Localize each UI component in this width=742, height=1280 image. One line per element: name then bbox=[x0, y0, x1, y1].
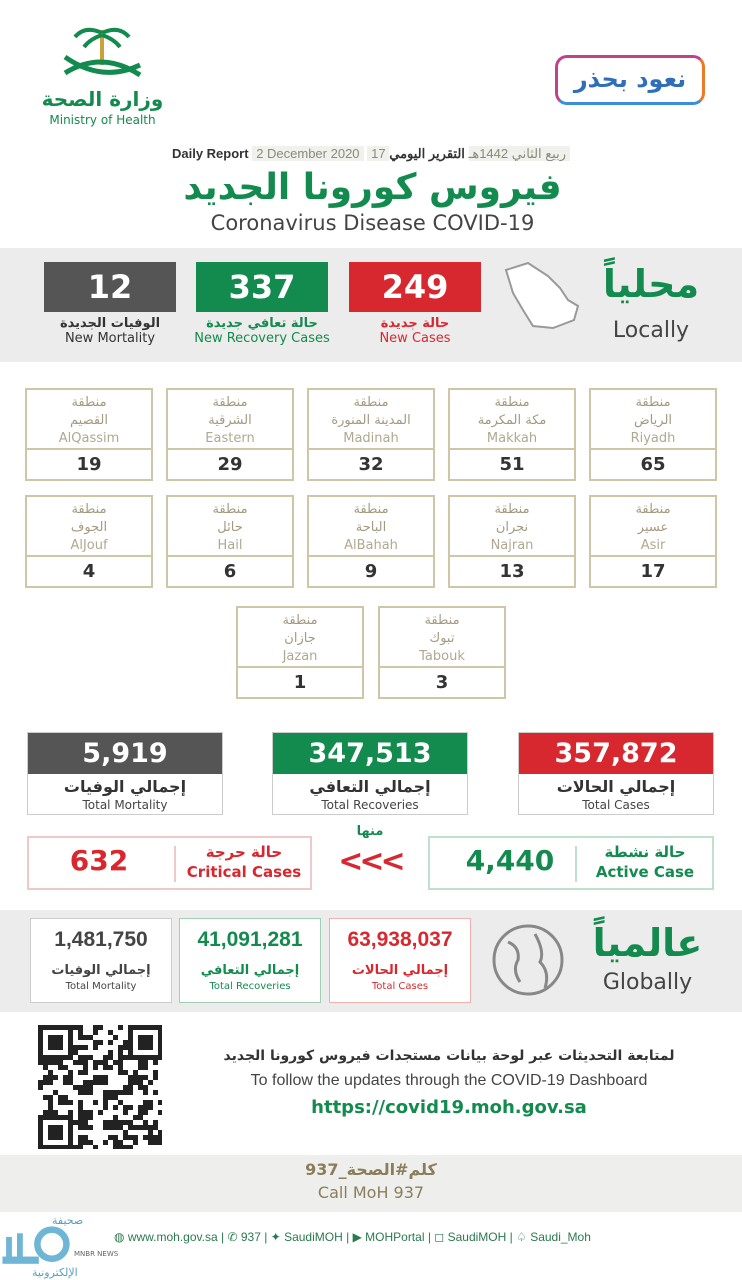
globe-small-icon: ◍ bbox=[114, 1230, 125, 1244]
total-cases-value: 357,872 bbox=[519, 733, 713, 774]
critical-value: 632 bbox=[69, 844, 129, 877]
total-mortality-value: 5,919 bbox=[28, 733, 222, 774]
global-mortality-ar: إجمالي الوفيات bbox=[51, 963, 151, 978]
new-cases-value: 249 bbox=[349, 262, 481, 312]
footer-links: ◍ www.moh.gov.sa | ✆ 937 | ✦ SaudiMOH | ▶ MOHPortal | ◻ SaudiMOH | ♤ Saudi_Moh bbox=[114, 1230, 591, 1244]
globe-icon bbox=[490, 922, 566, 998]
ministry-en: Ministry of Health bbox=[49, 113, 156, 127]
global-recoveries-value: 41,091,281 bbox=[197, 928, 303, 951]
total-recoveries-card bbox=[272, 732, 468, 815]
twitter-icon: ✦ bbox=[270, 1230, 281, 1244]
region-card bbox=[25, 495, 153, 588]
region-label: منطقة الشرقية Eastern bbox=[168, 390, 292, 450]
region-card bbox=[307, 495, 435, 588]
local-label-en: Locally bbox=[612, 318, 690, 343]
critical-card bbox=[27, 836, 312, 890]
watermark-en: MNBR NEWS bbox=[74, 1250, 119, 1258]
global-cases-card bbox=[329, 918, 471, 1003]
campaign-badge: نعود بحذر bbox=[555, 55, 705, 105]
phone-link[interactable]: 937 bbox=[240, 1230, 261, 1244]
youtube-link[interactable]: MOHPortal bbox=[365, 1230, 425, 1244]
region-label: منطقة المدينة المنورة Madinah bbox=[309, 390, 433, 450]
critical-label: حالة حرجة Critical Cases bbox=[186, 843, 302, 881]
region-label: منطقة مكة المكرمة Makkah bbox=[450, 390, 574, 450]
region-value: 19 bbox=[76, 454, 102, 475]
dashboard-link[interactable]: https://covid19.moh.gov.sa bbox=[311, 1097, 587, 1118]
region-value: 13 bbox=[499, 561, 525, 582]
region-card bbox=[166, 388, 294, 481]
global-cases-ar: إجمالي الحالات bbox=[351, 963, 449, 978]
region-value: 1 bbox=[293, 672, 307, 693]
global-label-en: Globally bbox=[602, 970, 693, 995]
youtube-icon: ▶ bbox=[352, 1230, 362, 1244]
region-value: 51 bbox=[499, 454, 525, 475]
global-mortality-en: Total Mortality bbox=[65, 981, 137, 992]
saudi-map-icon bbox=[498, 258, 582, 333]
global-recoveries-card bbox=[179, 918, 321, 1003]
arrows-icon: <<< bbox=[338, 844, 402, 879]
region-value: 9 bbox=[364, 561, 378, 582]
dashboard-ar: لمتابعة التحديثات عبر لوحة بيانات مستجدات فيروس كورونا الجديد bbox=[223, 1048, 675, 1064]
watermark-logo bbox=[2, 1214, 119, 1280]
instagram-icon: ◻ bbox=[434, 1230, 445, 1244]
report-line bbox=[60, 146, 682, 162]
global-recoveries-ar: إجمالي التعافي bbox=[200, 963, 300, 978]
report-ar: التقرير اليومي bbox=[389, 146, 465, 161]
total-cases-card bbox=[518, 732, 714, 815]
qr-code-icon[interactable] bbox=[38, 1025, 162, 1149]
call-ar: كلم#الصحة_937 bbox=[305, 1160, 437, 1179]
region-label: منطقة تبوك Tabouk bbox=[380, 608, 504, 668]
watermark-graphic bbox=[2, 1226, 72, 1266]
report-date-hijri: 17 ربيع الثاني 1442هـ bbox=[367, 146, 570, 161]
watermark-ar-bottom: الإلكترونية bbox=[32, 1266, 78, 1279]
dashboard-en: To follow the updates through the COVID-19 Dashboard bbox=[250, 1072, 648, 1089]
total-mortality-ar: إجمالي الوفيات bbox=[63, 777, 187, 796]
snapchat-link[interactable]: Saudi_Moh bbox=[530, 1230, 591, 1244]
total-recoveries-ar: إجمالي التعافي bbox=[309, 777, 431, 796]
region-card bbox=[166, 495, 294, 588]
region-value: 32 bbox=[358, 454, 384, 475]
new-recovery-value: 337 bbox=[196, 262, 328, 312]
local-label-ar: محلياً bbox=[602, 262, 700, 306]
region-value: 6 bbox=[223, 561, 237, 582]
region-card bbox=[448, 495, 576, 588]
active-value: 4,440 bbox=[465, 844, 555, 877]
of-which-label: منها bbox=[356, 824, 384, 839]
region-label: منطقة نجران Najran bbox=[450, 497, 574, 557]
new-cases-label: حالة جديدة New Cases bbox=[379, 316, 451, 346]
region-card bbox=[307, 388, 435, 481]
total-cases-ar: إجمالي الحالات bbox=[556, 777, 676, 796]
region-label: منطقة الرياض Riyadh bbox=[591, 390, 715, 450]
new-recovery-label: حالة تعافي جديدة New Recovery Cases bbox=[194, 316, 330, 346]
region-value: 17 bbox=[640, 561, 666, 582]
title-ar: فيروس كورونا الجديد bbox=[183, 167, 562, 208]
snapchat-icon: ♤ bbox=[516, 1230, 527, 1244]
region-label: منطقة الجوف AlJouf bbox=[27, 497, 151, 557]
palm-swords-icon bbox=[40, 25, 165, 87]
region-label: منطقة الباحة AlBahah bbox=[309, 497, 433, 557]
region-card bbox=[236, 606, 364, 699]
total-recoveries-en: Total Recoveries bbox=[321, 798, 419, 812]
region-label: منطقة حائل Hail bbox=[168, 497, 292, 557]
report-date: 2 December 2020 bbox=[252, 146, 363, 161]
region-value: 29 bbox=[217, 454, 243, 475]
ministry-ar: وزارة الصحة bbox=[41, 87, 164, 111]
new-mortality-value: 12 bbox=[44, 262, 176, 312]
region-value: 4 bbox=[82, 561, 96, 582]
global-mortality-card bbox=[30, 918, 172, 1003]
new-mortality-label: الوفيات الجديدة New Mortality bbox=[59, 316, 161, 346]
active-label: حالة نشطة Active Case bbox=[595, 843, 695, 881]
website-link[interactable]: www.moh.gov.sa bbox=[127, 1230, 218, 1244]
region-card bbox=[589, 495, 717, 588]
total-mortality-card bbox=[27, 732, 223, 815]
twitter-link[interactable]: SaudiMOH bbox=[284, 1230, 343, 1244]
phone-icon: ✆ bbox=[227, 1230, 238, 1244]
region-value: 3 bbox=[435, 672, 449, 693]
moh-logo bbox=[40, 25, 165, 130]
instagram-link[interactable]: SaudiMOH bbox=[447, 1230, 507, 1244]
region-label: منطقة القصيم AlQassim bbox=[27, 390, 151, 450]
global-label-ar: عالمياً bbox=[592, 921, 703, 965]
watermark-ar-top: صحيفة bbox=[52, 1214, 84, 1227]
report-en: Daily Report bbox=[171, 146, 249, 161]
region-value: 65 bbox=[640, 454, 666, 475]
region-card bbox=[448, 388, 576, 481]
total-recoveries-value: 347,513 bbox=[273, 733, 467, 774]
region-label: منطقة جازان Jazan bbox=[238, 608, 362, 668]
region-card bbox=[589, 388, 717, 481]
global-mortality-value: 1,481,750 bbox=[54, 928, 148, 951]
global-cases-en: Total Cases bbox=[371, 981, 429, 992]
total-mortality-en: Total Mortality bbox=[82, 798, 168, 812]
title-en: Coronavirus Disease COVID-19 bbox=[210, 211, 535, 235]
region-label: منطقة عسير Asir bbox=[591, 497, 715, 557]
region-card bbox=[378, 606, 506, 699]
global-cases-value: 63,938,037 bbox=[347, 928, 453, 951]
region-card bbox=[25, 388, 153, 481]
total-cases-en: Total Cases bbox=[582, 798, 650, 812]
active-card bbox=[428, 836, 714, 890]
global-recoveries-en: Total Recoveries bbox=[209, 981, 291, 992]
call-en: Call MoH 937 bbox=[317, 1183, 425, 1202]
